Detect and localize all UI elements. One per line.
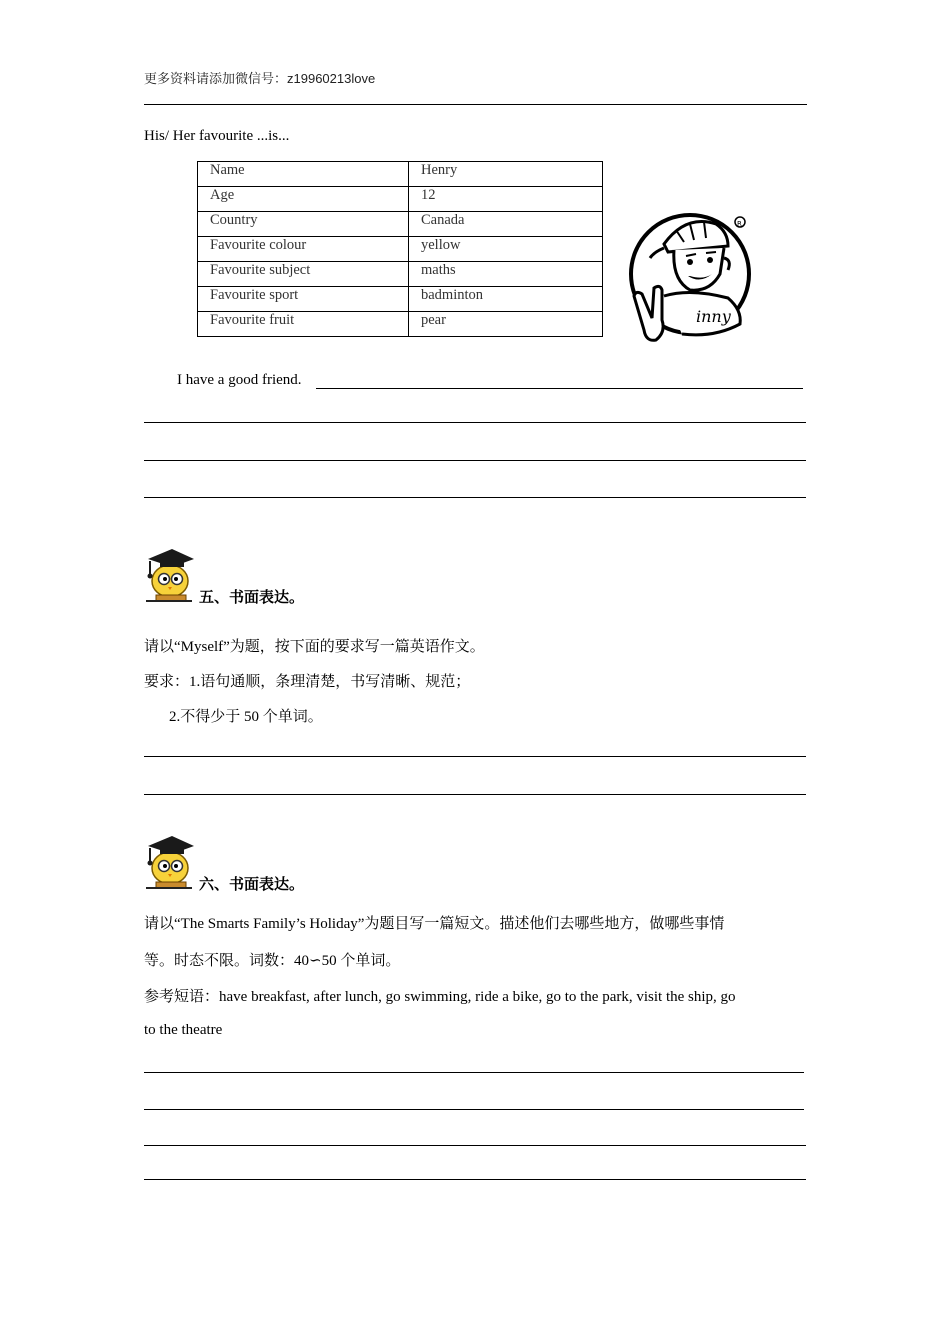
header-note: 更多资料请添加微信号：z19960213love	[144, 71, 376, 86]
section6-reference-line2: to the theatre	[144, 1022, 223, 1038]
section6-prompt-line1: 请以“The Smarts Family’s Holiday”为题目写一篇短文。描述他们去哪些地方，做哪些事情	[144, 916, 725, 932]
row-value: pear	[409, 312, 603, 337]
table-row	[198, 312, 603, 337]
cartoon-boy-illustration	[624, 200, 754, 346]
row-label: Favourite sport	[198, 287, 409, 312]
friend-info-table	[197, 161, 603, 337]
section5-prompt: 请以“Myself”为题，按下面的要求写一篇英语作文。	[144, 639, 485, 655]
row-value: badminton	[409, 287, 603, 312]
table-row	[198, 212, 603, 237]
table-row	[198, 287, 603, 312]
answer-line	[144, 1179, 806, 1180]
section6-reference-line1: 参考短语：have breakfast, after lunch, go swimming, ride a bike, go to the park, visit the ship, go	[144, 989, 736, 1005]
section5-requirement-1: 要求：1.语句通顺，条理清楚，书写清晰、规范；	[144, 674, 471, 690]
table-intro: His/ Her favourite ...is...	[144, 128, 290, 144]
answer-line	[144, 1072, 804, 1073]
row-value: Henry	[409, 162, 603, 187]
answer-line	[144, 1109, 804, 1110]
table-row	[198, 162, 603, 187]
header-divider	[144, 104, 807, 105]
section5-heading: 五、书面表达。	[199, 589, 305, 606]
section6-heading: 六、书面表达。	[199, 876, 305, 893]
answer-line	[144, 794, 806, 795]
row-label: Age	[198, 187, 409, 212]
answer-line	[144, 1145, 806, 1146]
table-row	[198, 262, 603, 287]
answer-line	[144, 422, 806, 423]
answer-line	[316, 388, 803, 389]
row-value: Canada	[409, 212, 603, 237]
row-label: Favourite subject	[198, 262, 409, 287]
shirt-logo-text: inny	[696, 307, 731, 326]
scholar-mascot-icon	[142, 832, 196, 890]
table-row	[198, 237, 603, 262]
row-value: maths	[409, 262, 603, 287]
answer-line	[144, 460, 806, 461]
row-value: yellow	[409, 237, 603, 262]
scholar-mascot-icon	[142, 545, 196, 603]
answer-line	[144, 497, 806, 498]
section6-prompt-line2: 等。时态不限。词数：40∽50 个单词。	[144, 953, 401, 969]
row-label: Favourite fruit	[198, 312, 409, 337]
answer-line	[144, 756, 806, 757]
row-value: 12	[409, 187, 603, 212]
row-label: Favourite colour	[198, 237, 409, 262]
row-label: Name	[198, 162, 409, 187]
starter-sentence: I have a good friend.	[177, 372, 302, 388]
svg-text:R: R	[737, 220, 742, 228]
table-row	[198, 187, 603, 212]
section5-requirement-2: 2.不得少于 50 个单词。	[169, 709, 323, 725]
row-label: Country	[198, 212, 409, 237]
